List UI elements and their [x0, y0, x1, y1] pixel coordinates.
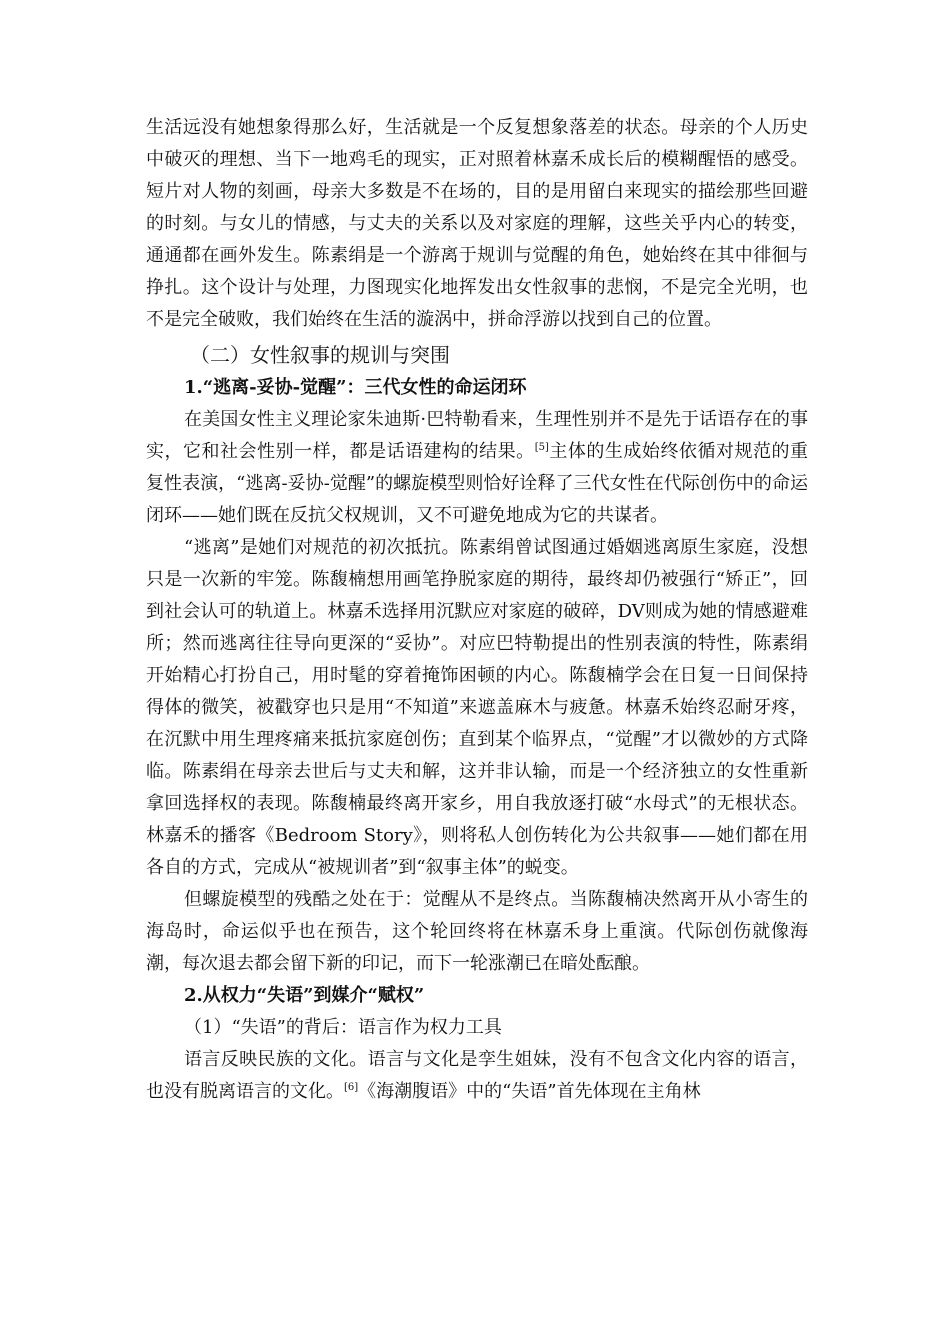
paragraph-butler-text-b: 主体的生成始终依循对规范的重复性表演，“逃离-妥协-觉醒”的螺旋模型则恰好诠释了三代女性在代际创伤中的命运闭环——她们既在反抗父权规训，又不可避免地成为它的共谋者。 [146, 441, 809, 526]
document-page [146, 112, 808, 1108]
paragraph-language-text-a: 语言反映民族的文化。语言与文化是孪生姐妹，没有不包含文化内容的语言，也没有脱离语言的文化。 [146, 1049, 808, 1102]
citation-6: [6] [344, 1082, 359, 1093]
paragraph-language-text-b: 《海潮腹语》中的“失语”首先体现在主角林 [358, 1081, 701, 1102]
paragraph-butler-text-a: 在美国女性主义理论家朱迪斯·巴特勒看来，生理性别并不是先于话语存在的事实，它和社会性别一样，都是话语建构的结果。 [146, 409, 808, 462]
paragraph-mother-reflection: 生活远没有她想象得那么好，生活就是一个反复想象落差的状态。母亲的个人历史中破灭的理想、当下一地鸡毛的现实，正对照着林嘉禾成长后的模糊醒悟的感受。短片对人物的刻画，母亲大多数是不在场的，目的是用留白来现实的描绘那些回避的时刻。与女儿的情感，与丈夫的关系以及对家庭的理解，这些关乎内心的转变，通通都在画外发生。陈素绢是一个游离于规训与觉醒的角色，她始终在其中徘徊与挣扎。这个设计与处理，力图现实化地挥发出女性叙事的悲悯，不是完全光明，也不是完全破败，我们始终在生活的漩涡中，拼命浮游以找到自己的位置。 [146, 117, 808, 330]
citation-5: [5] [534, 442, 549, 453]
paragraph-language-culture [146, 1044, 808, 1108]
subheading-escape-compromise-awaken: 1.“逃离-妥协-觉醒”：三代女性的命运闭环 [184, 377, 527, 398]
subheading-power-aphasia-media: 2.从权力“失语”到媒介“赋权” [184, 985, 425, 1006]
paragraph-butler-theory [146, 404, 808, 532]
subheading-language-as-power: （1）“失语”的背后：语言作为权力工具 [184, 1017, 502, 1038]
section-heading-female-narrative: （二）女性叙事的规训与突围 [190, 343, 450, 367]
paragraph-escape-analysis: “逃离”是她们对规范的初次抵抗。陈素绢曾试图通过婚姻逃离原生家庭，没想只是一次新的牢笼。陈馥楠想用画笔挣脱家庭的期待，最终却仍被强行“矫正”，回到社会认可的轨道上。林嘉禾选择用沉默应对家庭的破碎，DV则成为她的情感避难所；然而逃离往往导向更深的“妥协”。对应巴特勒提出的性别表演的特性，陈素绢开始精心打扮自己，用时髦的穿着掩饰困顿的内心。陈馥楠学会在日复一日间保持得体的微笑，被戳穿也只是用“不知道”来遮盖麻木与疲惫。林嘉禾始终忍耐牙疼，在沉默中用生理疼痛来抵抗家庭创伤；直到某个临界点，“觉醒”才以微妙的方式降临。陈素绢在母亲去世后与丈夫和解，这并非认输，而是一个经济独立的女性重新拿回选择权的表现。陈馥楠最终离开家乡，用自我放逐打破“水母式”的无根状态。林嘉禾的播客《Bedroom Story》，则将私人创伤转化为公共叙事——她们都在用各自的方式，完成从“被规训者”到“叙事主体”的蜕变。 [146, 537, 808, 878]
paragraph-spiral-model: 但螺旋模型的残酷之处在于：觉醒从不是终点。当陈馥楠决然离开从小寄生的海岛时，命运似乎也在预告，这个轮回终将在林嘉禾身上重演。代际创伤就像海潮，每次退去都会留下新的印记，而下一轮涨潮已在暗处酝酿。 [146, 889, 808, 974]
